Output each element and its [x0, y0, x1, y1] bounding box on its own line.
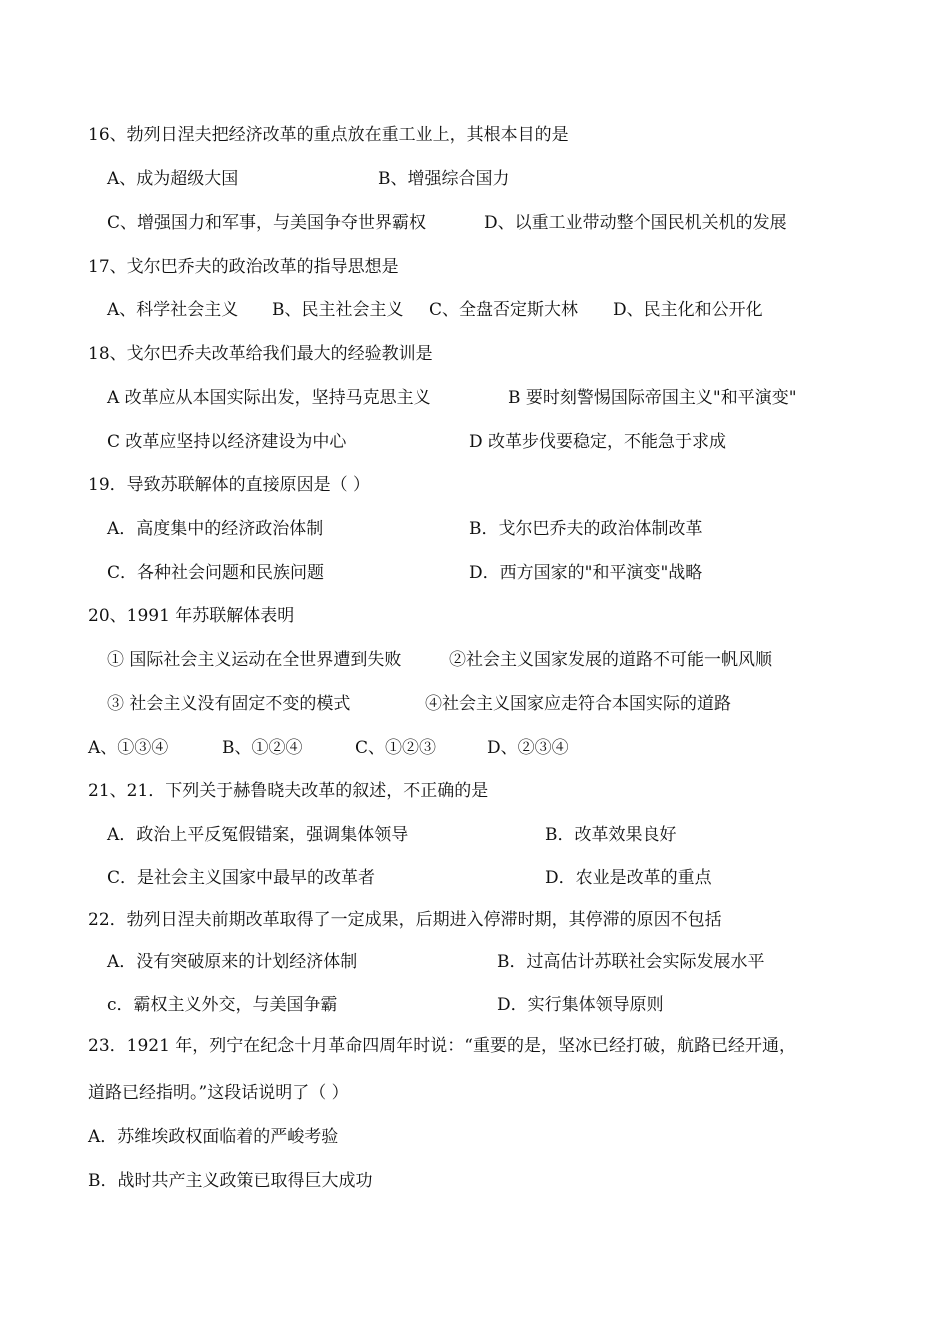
q16-option-d: D、以重工业带动整个国民机关机的发展 [484, 213, 787, 233]
q17-option-b: B、民主社会主义 [272, 300, 404, 320]
q23-stem-line-2: 道路已经指明。”这段话说明了（ ） [88, 1083, 349, 1103]
q22-option-a: A．没有突破原来的计划经济体制 [107, 952, 358, 972]
q23-stem-line-1: 23．1921 年，列宁在纪念十月革命四周年时说：“重要的是，坚冰已经打破，航路已经开通， [88, 1036, 796, 1056]
q20-statement-1: ① 国际社会主义运动在全世界遭到失败 [107, 650, 402, 670]
q16-option-b: B、增强综合国力 [378, 169, 510, 189]
q19-option-d: D．西方国家的"和平演变"战略 [469, 563, 703, 583]
q20-option-d: D、②③④ [487, 738, 569, 758]
q19-stem: 19．导致苏联解体的直接原因是（ ） [88, 475, 371, 495]
q22-stem: 22．勃列日涅夫前期改革取得了一定成果，后期进入停滞时期，其停滞的原因不包括 [88, 910, 722, 930]
q18-option-b: B 要时刻警惕国际帝国主义"和平演变" [508, 388, 797, 408]
q20-statement-2: ②社会主义国家发展的道路不可能一帆风顺 [449, 650, 772, 670]
q22-option-d: D．实行集体领导原则 [497, 995, 664, 1015]
q17-option-a: A、科学社会主义 [107, 300, 239, 320]
q23-option-a: A．苏维埃政权面临着的严峻考验 [88, 1127, 339, 1147]
q20-statement-4: ④社会主义国家应走符合本国实际的道路 [425, 694, 731, 714]
q21-option-c: C．是社会主义国家中最早的改革者 [107, 868, 376, 888]
q18-option-d: D 改革步伐要稳定，不能急于求成 [469, 432, 727, 452]
q19-option-b: B．戈尔巴乔夫的政治体制改革 [469, 519, 703, 539]
q16-option-a: A、成为超级大国 [107, 169, 239, 189]
q21-option-b: B．改革效果良好 [545, 825, 677, 845]
q17-option-c: C、全盘否定斯大林 [429, 300, 579, 320]
q18-option-c: C 改革应坚持以经济建设为中心 [107, 432, 347, 452]
q19-option-c: C．各种社会问题和民族问题 [107, 563, 325, 583]
q21-stem: 21、21．下列关于赫鲁晓夫改革的叙述，不正确的是 [88, 781, 489, 801]
q20-option-a: A、①③④ [88, 738, 169, 758]
q19-option-a: A．高度集中的经济政治体制 [107, 519, 324, 539]
q22-option-b: B．过高估计苏联社会实际发展水平 [497, 952, 765, 972]
q20-statement-3: ③ 社会主义没有固定不变的模式 [107, 694, 351, 714]
q18-option-a: A 改革应从本国实际出发，坚持马克思主义 [107, 388, 431, 408]
q23-option-b: B．战时共产主义政策已取得巨大成功 [88, 1171, 373, 1191]
q16-option-c: C、增强国力和军事，与美国争夺世界霸权 [107, 213, 427, 233]
q16-stem: 16、勃列日涅夫把经济改革的重点放在重工业上，其根本目的是 [88, 125, 569, 145]
q17-stem: 17、戈尔巴乔夫的政治改革的指导思想是 [88, 257, 399, 277]
q20-option-c: C、①②③ [355, 738, 437, 758]
q18-stem: 18、戈尔巴乔夫改革给我们最大的经验教训是 [88, 344, 433, 364]
q21-option-a: A．政治上平反冤假错案，强调集体领导 [107, 825, 409, 845]
q20-stem: 20、1991 年苏联解体表明 [88, 606, 295, 626]
q17-option-d: D、民主化和公开化 [613, 300, 763, 320]
q20-option-b: B、①②④ [222, 738, 303, 758]
q22-option-c: c．霸权主义外交，与美国争霸 [107, 995, 338, 1015]
q21-option-d: D．农业是改革的重点 [545, 868, 712, 888]
